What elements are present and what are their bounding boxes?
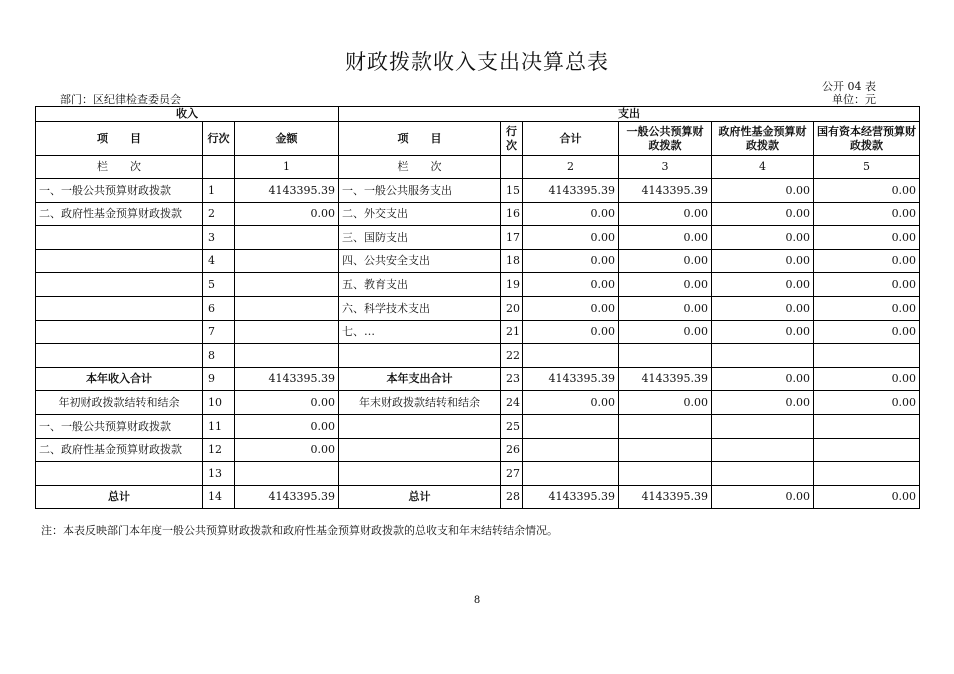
expense-item-cell: 一、一般公共服务支出 bbox=[339, 179, 501, 203]
section-income: 收入 bbox=[36, 107, 339, 122]
expense-row-no-cell: 22 bbox=[501, 344, 523, 368]
income-row-no-cell: 3 bbox=[203, 226, 235, 250]
table-row bbox=[36, 367, 920, 391]
expense-gov-fund-cell: 0.00 bbox=[712, 485, 814, 509]
expense-row-no-cell: 27 bbox=[501, 462, 523, 486]
income-row-no-cell: 4 bbox=[203, 249, 235, 273]
income-amount-cell bbox=[235, 273, 339, 297]
expense-gov-fund-cell: 0.00 bbox=[712, 226, 814, 250]
expense-total-cell: 0.00 bbox=[523, 202, 619, 226]
expense-gov-fund-cell: 0.00 bbox=[712, 391, 814, 415]
expense-state-capital-cell: 0.00 bbox=[814, 391, 920, 415]
expense-row-no-cell: 20 bbox=[501, 296, 523, 320]
expense-general-budget-cell: 0.00 bbox=[619, 249, 712, 273]
header-total: 合计 bbox=[523, 122, 619, 156]
expense-general-budget-cell bbox=[619, 414, 712, 438]
page-number: 8 bbox=[473, 595, 481, 606]
form-code: 公开 04 表 bbox=[822, 80, 876, 93]
expense-state-capital-cell bbox=[814, 438, 920, 462]
expense-general-budget-cell bbox=[619, 462, 712, 486]
expense-item-cell: 本年支出合计 bbox=[339, 367, 501, 391]
table-row bbox=[36, 462, 920, 486]
table-row bbox=[36, 320, 920, 344]
income-row-no-cell: 5 bbox=[203, 273, 235, 297]
income-item-cell: 二、政府性基金预算财政拨款 bbox=[36, 438, 203, 462]
expense-total-cell: 0.00 bbox=[523, 391, 619, 415]
column-number-label: 栏 次 bbox=[36, 156, 203, 179]
table-row bbox=[36, 296, 920, 320]
income-row-no-cell: 2 bbox=[203, 202, 235, 226]
expense-state-capital-cell bbox=[814, 344, 920, 368]
expense-gov-fund-cell bbox=[712, 438, 814, 462]
table-row bbox=[36, 226, 920, 250]
expense-item-cell: 总计 bbox=[339, 485, 501, 509]
income-item-cell: 年初财政拨款结转和结余 bbox=[36, 391, 203, 415]
income-item-cell bbox=[36, 249, 203, 273]
page-title: 财政拨款收入支出决算总表 bbox=[345, 50, 609, 74]
expense-state-capital-cell: 0.00 bbox=[814, 202, 920, 226]
income-amount-cell: 0.00 bbox=[235, 202, 339, 226]
expense-total-cell bbox=[523, 344, 619, 368]
expense-row-no-cell: 16 bbox=[501, 202, 523, 226]
income-amount-cell bbox=[235, 320, 339, 344]
column-number: 4 bbox=[712, 156, 814, 179]
expense-general-budget-cell: 0.00 bbox=[619, 202, 712, 226]
expense-general-budget-cell: 0.00 bbox=[619, 273, 712, 297]
income-row-no-cell: 9 bbox=[203, 367, 235, 391]
income-amount-cell bbox=[235, 226, 339, 250]
table-row bbox=[36, 179, 920, 203]
expense-general-budget-cell: 4143395.39 bbox=[619, 367, 712, 391]
income-item-cell: 本年收入合计 bbox=[36, 367, 203, 391]
header-general-budget: 一般公共预算财政拨款 bbox=[619, 122, 712, 156]
expense-item-cell: 七、… bbox=[339, 320, 501, 344]
expense-gov-fund-cell bbox=[712, 414, 814, 438]
table-row bbox=[36, 414, 920, 438]
header-row-no-expense: 行次 bbox=[501, 122, 523, 156]
expense-gov-fund-cell: 0.00 bbox=[712, 296, 814, 320]
income-row-no-cell: 6 bbox=[203, 296, 235, 320]
income-item-cell bbox=[36, 296, 203, 320]
header-amount: 金额 bbox=[235, 122, 339, 156]
income-row-no-cell: 11 bbox=[203, 414, 235, 438]
expense-total-cell bbox=[523, 462, 619, 486]
expense-item-cell: 四、公共安全支出 bbox=[339, 249, 501, 273]
budget-summary-table bbox=[35, 106, 920, 509]
income-row-no-cell: 13 bbox=[203, 462, 235, 486]
footnote: 注：本表反映部门本年度一般公共预算财政拨款和政府性基金预算财政拨款的总收支和年末结转结余情况。 bbox=[41, 524, 558, 537]
expense-item-cell bbox=[339, 414, 501, 438]
expense-gov-fund-cell: 0.00 bbox=[712, 249, 814, 273]
expense-row-no-cell: 17 bbox=[501, 226, 523, 250]
expense-general-budget-cell: 4143395.39 bbox=[619, 179, 712, 203]
header-gov-fund: 政府性基金预算财政拨款 bbox=[712, 122, 814, 156]
income-item-cell: 一、一般公共预算财政拨款 bbox=[36, 179, 203, 203]
expense-gov-fund-cell: 0.00 bbox=[712, 320, 814, 344]
income-item-cell: 总计 bbox=[36, 485, 203, 509]
expense-general-budget-cell bbox=[619, 344, 712, 368]
header-row-no: 行次 bbox=[203, 122, 235, 156]
expense-gov-fund-cell: 0.00 bbox=[712, 367, 814, 391]
income-item-cell: 二、政府性基金预算财政拨款 bbox=[36, 202, 203, 226]
income-amount-cell: 4143395.39 bbox=[235, 179, 339, 203]
income-amount-cell: 0.00 bbox=[235, 414, 339, 438]
income-amount-cell: 4143395.39 bbox=[235, 485, 339, 509]
expense-state-capital-cell: 0.00 bbox=[814, 249, 920, 273]
expense-gov-fund-cell: 0.00 bbox=[712, 202, 814, 226]
column-number: 5 bbox=[814, 156, 920, 179]
expense-state-capital-cell: 0.00 bbox=[814, 179, 920, 203]
expense-state-capital-cell: 0.00 bbox=[814, 367, 920, 391]
table-row bbox=[36, 273, 920, 297]
income-amount-cell bbox=[235, 462, 339, 486]
table-row bbox=[36, 391, 920, 415]
expense-item-cell: 三、国防支出 bbox=[339, 226, 501, 250]
expense-gov-fund-cell: 0.00 bbox=[712, 273, 814, 297]
income-row-no-cell: 7 bbox=[203, 320, 235, 344]
expense-total-cell: 0.00 bbox=[523, 296, 619, 320]
income-row-no-cell: 12 bbox=[203, 438, 235, 462]
income-row-no-cell: 8 bbox=[203, 344, 235, 368]
expense-state-capital-cell: 0.00 bbox=[814, 296, 920, 320]
expense-row-no-cell: 15 bbox=[501, 179, 523, 203]
column-number: 3 bbox=[619, 156, 712, 179]
expense-row-no-cell: 24 bbox=[501, 391, 523, 415]
column-number-row bbox=[36, 156, 920, 179]
column-number-blank bbox=[501, 156, 523, 179]
expense-general-budget-cell: 0.00 bbox=[619, 226, 712, 250]
expense-general-budget-cell bbox=[619, 438, 712, 462]
income-item-cell bbox=[36, 320, 203, 344]
expense-row-no-cell: 21 bbox=[501, 320, 523, 344]
income-row-no-cell: 14 bbox=[203, 485, 235, 509]
expense-item-cell bbox=[339, 438, 501, 462]
expense-general-budget-cell: 0.00 bbox=[619, 296, 712, 320]
income-amount-cell bbox=[235, 344, 339, 368]
section-header-row bbox=[36, 107, 920, 122]
table-row bbox=[36, 485, 920, 509]
unit-label: 单位：元 bbox=[832, 93, 876, 106]
expense-total-cell: 0.00 bbox=[523, 273, 619, 297]
income-row-no-cell: 10 bbox=[203, 391, 235, 415]
expense-total-cell: 4143395.39 bbox=[523, 485, 619, 509]
table-row bbox=[36, 438, 920, 462]
expense-total-cell: 4143395.39 bbox=[523, 367, 619, 391]
section-expense: 支出 bbox=[339, 107, 920, 122]
header-item-expense: 项 目 bbox=[339, 122, 501, 156]
income-item-cell: 一、一般公共预算财政拨款 bbox=[36, 414, 203, 438]
expense-row-no-cell: 23 bbox=[501, 367, 523, 391]
expense-general-budget-cell: 4143395.39 bbox=[619, 485, 712, 509]
income-amount-cell: 0.00 bbox=[235, 391, 339, 415]
expense-total-cell: 0.00 bbox=[523, 226, 619, 250]
income-item-cell bbox=[36, 462, 203, 486]
column-header-row bbox=[36, 122, 920, 156]
income-item-cell bbox=[36, 344, 203, 368]
expense-total-cell bbox=[523, 414, 619, 438]
expense-total-cell: 0.00 bbox=[523, 320, 619, 344]
department-label: 部门：区纪律检查委员会 bbox=[60, 93, 181, 106]
expense-state-capital-cell: 0.00 bbox=[814, 226, 920, 250]
expense-gov-fund-cell: 0.00 bbox=[712, 179, 814, 203]
table-row bbox=[36, 202, 920, 226]
expense-state-capital-cell bbox=[814, 414, 920, 438]
expense-general-budget-cell: 0.00 bbox=[619, 391, 712, 415]
expense-row-no-cell: 25 bbox=[501, 414, 523, 438]
expense-row-no-cell: 28 bbox=[501, 485, 523, 509]
income-item-cell bbox=[36, 273, 203, 297]
expense-item-cell: 五、教育支出 bbox=[339, 273, 501, 297]
column-number-label: 栏 次 bbox=[339, 156, 501, 179]
column-number: 1 bbox=[235, 156, 339, 179]
expense-item-cell bbox=[339, 344, 501, 368]
expense-total-cell: 0.00 bbox=[523, 249, 619, 273]
expense-row-no-cell: 26 bbox=[501, 438, 523, 462]
table-row bbox=[36, 249, 920, 273]
income-amount-cell: 4143395.39 bbox=[235, 367, 339, 391]
header-state-capital: 国有资本经营预算财政拨款 bbox=[814, 122, 920, 156]
column-number-blank bbox=[203, 156, 235, 179]
income-amount-cell bbox=[235, 249, 339, 273]
expense-state-capital-cell bbox=[814, 462, 920, 486]
income-item-cell bbox=[36, 226, 203, 250]
expense-state-capital-cell: 0.00 bbox=[814, 320, 920, 344]
expense-general-budget-cell: 0.00 bbox=[619, 320, 712, 344]
table-row bbox=[36, 344, 920, 368]
expense-item-cell: 六、科学技术支出 bbox=[339, 296, 501, 320]
expense-state-capital-cell: 0.00 bbox=[814, 273, 920, 297]
expense-item-cell: 年末财政拨款结转和结余 bbox=[339, 391, 501, 415]
header-item: 项 目 bbox=[36, 122, 203, 156]
column-number: 2 bbox=[523, 156, 619, 179]
expense-item-cell bbox=[339, 462, 501, 486]
expense-total-cell bbox=[523, 438, 619, 462]
expense-gov-fund-cell bbox=[712, 462, 814, 486]
expense-state-capital-cell: 0.00 bbox=[814, 485, 920, 509]
income-amount-cell bbox=[235, 296, 339, 320]
expense-gov-fund-cell bbox=[712, 344, 814, 368]
expense-total-cell: 4143395.39 bbox=[523, 179, 619, 203]
expense-row-no-cell: 18 bbox=[501, 249, 523, 273]
expense-row-no-cell: 19 bbox=[501, 273, 523, 297]
income-amount-cell: 0.00 bbox=[235, 438, 339, 462]
expense-item-cell: 二、外交支出 bbox=[339, 202, 501, 226]
income-row-no-cell: 1 bbox=[203, 179, 235, 203]
